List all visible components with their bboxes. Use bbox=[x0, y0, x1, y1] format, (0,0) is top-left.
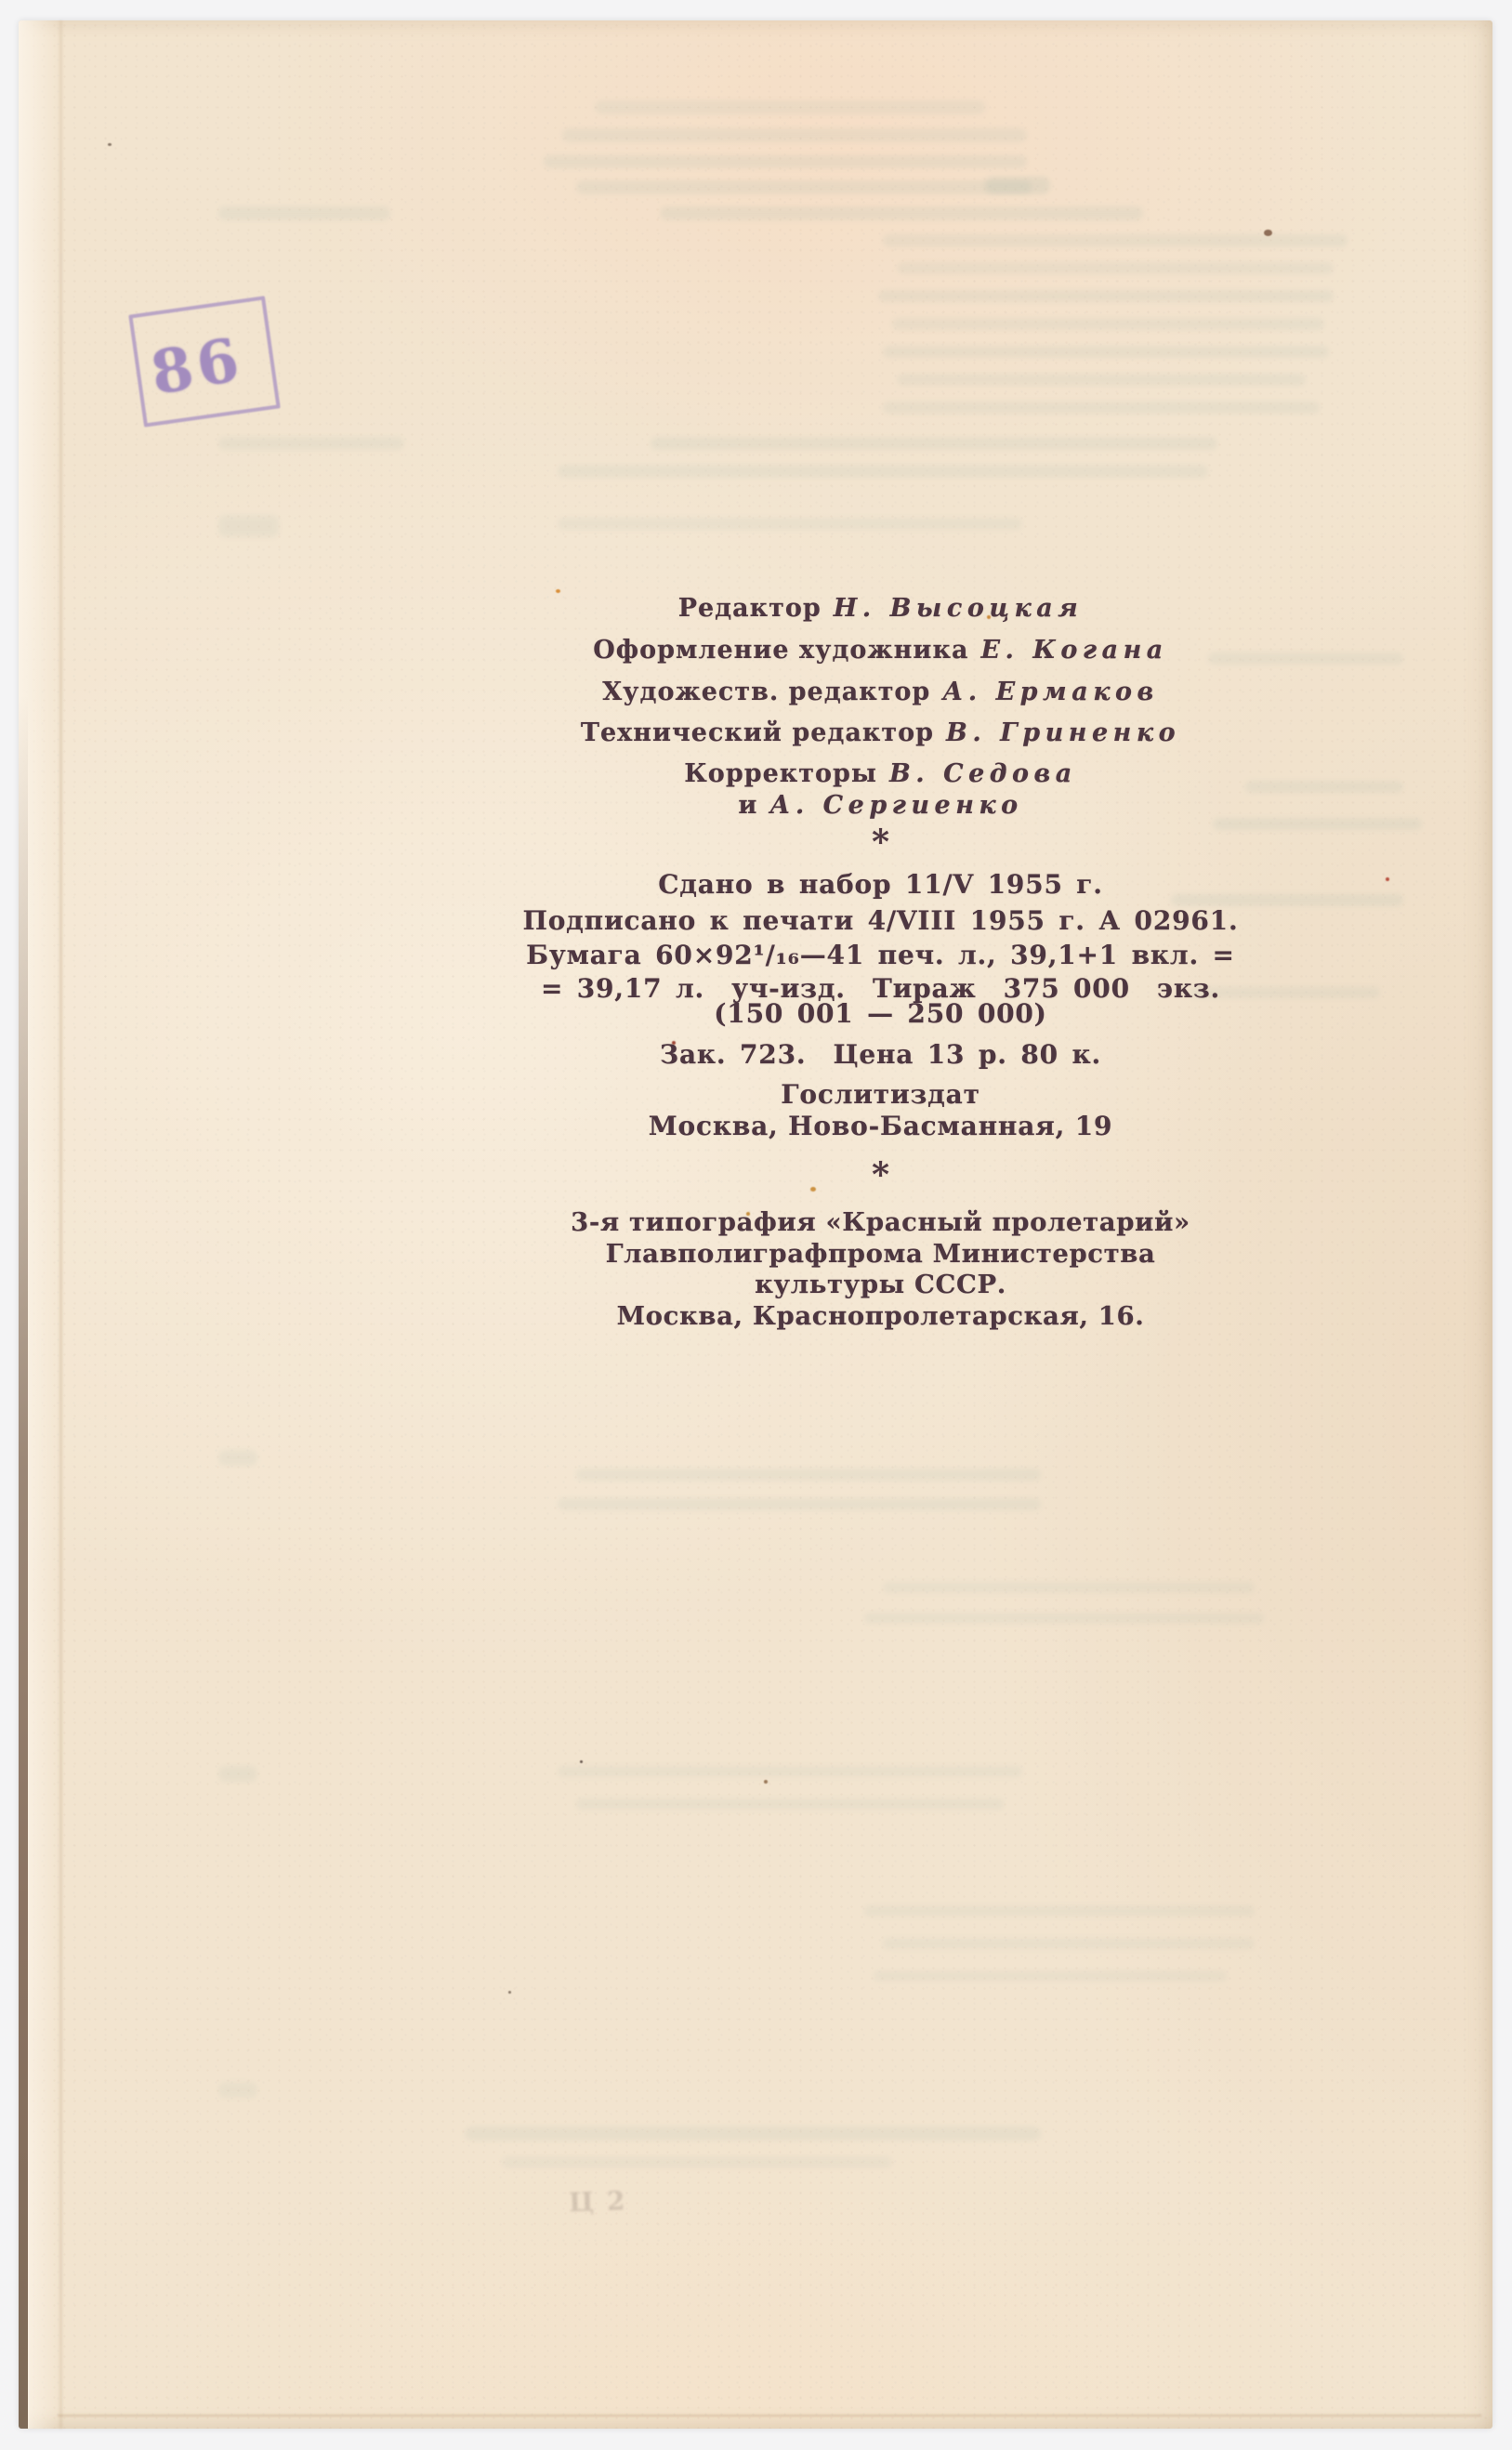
separator-asterisk: * bbox=[872, 823, 889, 862]
imprint-sheets-tirage: = 39,17 л. уч-изд. Тираж 375 000 экз. bbox=[540, 973, 1221, 1004]
person-name: Е. Когана bbox=[980, 636, 1168, 665]
imprint-print-date: Подписано к печати 4/VIII 1955 г. А 02961. bbox=[522, 905, 1239, 936]
person-name: А. Ермаков bbox=[942, 678, 1159, 706]
person-name: А. Сергиенко bbox=[769, 791, 1023, 820]
paper-speck bbox=[108, 143, 112, 146]
colophon-line-tech-editor bbox=[251, 718, 1510, 749]
colophon-line-editor bbox=[251, 593, 1510, 625]
colophon-line-proofreaders bbox=[251, 758, 1510, 790]
page-edge-crease bbox=[59, 20, 62, 2429]
role-label: Корректоры bbox=[684, 759, 877, 788]
person-name: В. Гриненко bbox=[946, 718, 1181, 747]
pencil-mark: Ц2 bbox=[568, 2184, 639, 2219]
imprint-order-price: Зак. 723. Цена 13 р. 80 к. bbox=[659, 1039, 1102, 1070]
printer-department: Главполиграфпрома Министерства bbox=[605, 1239, 1156, 1269]
colophon bbox=[251, 20, 1510, 2429]
person-name: В. Седова bbox=[888, 759, 1077, 788]
colophon-line-art-editor bbox=[251, 677, 1510, 708]
role-label: Технический редактор bbox=[580, 718, 935, 747]
imprint-typeset-date: Сдано в набор 11/V 1955 г. bbox=[658, 869, 1103, 900]
role-label: и bbox=[738, 791, 758, 820]
separator-asterisk: * bbox=[872, 1155, 889, 1194]
imprint-copy-range: (150 001 — 250 000) bbox=[714, 998, 1047, 1029]
publisher-address: Москва, Ново-Басманная, 19 bbox=[648, 1111, 1113, 1141]
role-label: Художеств. редактор bbox=[602, 678, 931, 706]
role-label: Редактор bbox=[677, 594, 822, 623]
colophon-line-designer bbox=[251, 635, 1510, 666]
book-page bbox=[19, 20, 1492, 2429]
printer-name: 3-я типография «Красный пролетарий» bbox=[571, 1207, 1190, 1237]
colophon-line-proofreader2 bbox=[251, 790, 1510, 822]
printer-ministry: культуры СССР. bbox=[755, 1270, 1006, 1299]
publisher-name: Гослитиздат bbox=[781, 1079, 980, 1110]
person-name: Н. Высоцкая bbox=[833, 594, 1084, 623]
printer-address: Москва, Краснопролетарская, 16. bbox=[616, 1301, 1145, 1331]
imprint-paper-format: Бумага 60×92¹/₁₆—41 печ. л., 39,1+1 вкл. = bbox=[526, 940, 1235, 970]
underlying-pages-edge bbox=[19, 20, 28, 2429]
stamp-number: 86 bbox=[146, 323, 249, 409]
role-label: Оформление художника bbox=[593, 636, 969, 665]
